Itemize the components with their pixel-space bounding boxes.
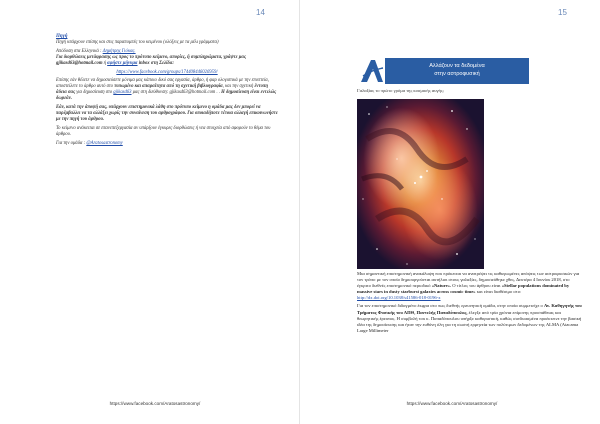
contact-inbox: inbox στη Σελίδα: xyxy=(138,60,174,66)
facebook-group-link[interactable]: https://www.facebook.com/groups/174408446026959/ xyxy=(116,69,218,75)
doi-link[interactable]: http://dx.doi.org/10.1038/s41586-018-0196-x xyxy=(357,295,441,301)
nebula-image xyxy=(357,99,484,269)
article-body xyxy=(357,271,583,336)
left-column xyxy=(56,34,278,150)
translation-prefix: Απόδοση στα Ελληνικά : xyxy=(56,48,102,54)
correction-text-4: μας στη διεύθυνση: gjikasd63@hotmail.com . . xyxy=(132,90,220,96)
banner-title-line-1: Αλλάζουν τα δεδομένα xyxy=(429,63,485,69)
page-number-right: 15 xyxy=(558,8,567,17)
correction-bold-1: τυπωμένο και απαραίτητα από τη σχετική βιβλιογραφία xyxy=(114,84,223,90)
correction-bold-3: Η δημοσίευση είναι εντελώς δωρεάν. xyxy=(56,90,277,102)
update-notice: Το κείμενο ανάκειται σε επανεπεξεργασία αν υπάρξουν έγκυρες διορθώσεις ή νεα στοιχεία από αφορούν το θέμα του άρθρου. xyxy=(56,125,271,137)
facebook-group-line xyxy=(56,70,278,76)
banner-title xyxy=(387,62,527,78)
aratos-logo-icon xyxy=(357,58,385,84)
correction-text: Επίσης εάν θέλετε να δημοσιεύσετε μόνιμα μας κάποιο δικό σας εργασία, άρθρο, ή φαρ ολογιστικά με την εποπτεία, αποστείλετε το άρθρο αυτό στο xyxy=(56,78,269,90)
correction-bold-2: έντυπη άδεια σας xyxy=(56,84,268,96)
footer-left[interactable]: https://www.facebook.com/Aratosastronomy/ xyxy=(109,401,201,406)
error-notice: Εάν, κατά την άποψή σας, υπάρχουν επιστημονικά λάθη στο πρότυπο κείμενο η ομάδα μας δεν μπορεί να παρέμβαλλει να τα αλλάξει χωρίς την συναίνεση του αρθρογράφου. Για οποιαδήποτε τέτοια αλλαγή επικοινωνήστε με την πηγή του άρθρου. xyxy=(56,105,278,122)
correction-link[interactable]: gjikasd63 xyxy=(113,90,132,96)
body-text-3: και είναι διαθέσιμο στο: xyxy=(476,289,522,295)
group-link[interactable]: @Aratosastronomy xyxy=(86,140,123,146)
source-label[interactable]: Πηγή xyxy=(56,34,68,39)
body-text-2: Ο τίτλος του άρθρου είναι xyxy=(452,283,501,289)
group-label: Για την ομάδα : xyxy=(56,140,86,146)
article-banner xyxy=(357,58,529,84)
correction-text-3: για δημοσίευση στο xyxy=(76,90,113,96)
body-text-1: Μια σημαντική επιστημονική ανακάλυψη που πρόκειται να ανατρέψει τις καθιερωμένες απόψεις των αστροφυσικών για τον τρόπο με τον οποίο δημιουργούνται αυτήλιοι στους γαλαξίες, δημοσιεύθηκε χθες, Δευτέρα 4 Ιουνίου 2018, στο έγκριτο διεθνές επιστημονικό περιοδικό xyxy=(357,271,580,289)
body-text-4: Για τον επιστημονικό διδαγμένο έκφρα στο πως διεθνής ερευνητική ομάδα, στην οποία συμμετείχε ο xyxy=(357,303,543,309)
contact-text: Για διορθώσεις μετάφρασης ως προς το πρότυπο κείμενο, απορίες, ή συμπληρώματα, γράψτε μας gjikasd63@hotmail.com xyxy=(56,54,247,66)
message-link[interactable]: αφήστε μήνυμα xyxy=(107,60,138,66)
intro-text: Γαλαξίας το πρώτο γρόμα της κοσμικής αυγής; xyxy=(357,88,445,93)
page-number-left: 14 xyxy=(256,8,265,17)
journal-name: «Nature». xyxy=(431,283,452,289)
paragraph-1 xyxy=(357,271,583,301)
footer-right[interactable]: https://www.facebook.com/Aratosastronomy/ xyxy=(406,401,498,406)
banner-title-line-2: στην αστροφυσική xyxy=(434,71,480,77)
source-text: Πηγή υπάρχουν επίσης και στις παραπομπές του κειμένου (ολόξεις με τα μέλι γράμματα) xyxy=(56,39,219,45)
translation-block xyxy=(56,49,278,67)
author-name: Αν. Καθηγητής του Τμήματος Φυσικής του ΑΠΘ, Παντελής Παπαδόπουλος, xyxy=(357,303,582,315)
correction-text-2: , και την σχετική xyxy=(222,84,254,90)
source-block xyxy=(56,34,278,46)
body-text-5: έλεγξε από τρία χρόνια επίμονης προσπάθειας και θεωρητικής έρευνας. Η συμβολή του κ. Παπαδόπουλου υπήρξε καθοριστική, καθώς συνδυασμένα προέκτεινε την βασική ιδέα της δημοσίευσης και ήταν την ευθύνη όλη για τη σωστή ερμηνεία των πολύτιμων δεδομένων της ALMA (Atacama Large Millimeter xyxy=(357,309,582,333)
paragraph-2 xyxy=(357,303,583,333)
correction-block xyxy=(56,78,278,102)
group-line xyxy=(56,141,278,147)
article-title: «Stellar populations dominated by massive stars in dusty starburst galaxies across cosmic time» xyxy=(357,283,570,295)
translator-link[interactable]: Δημήτρης Γιόκας. xyxy=(102,48,136,54)
contact-or: ή xyxy=(103,60,106,66)
